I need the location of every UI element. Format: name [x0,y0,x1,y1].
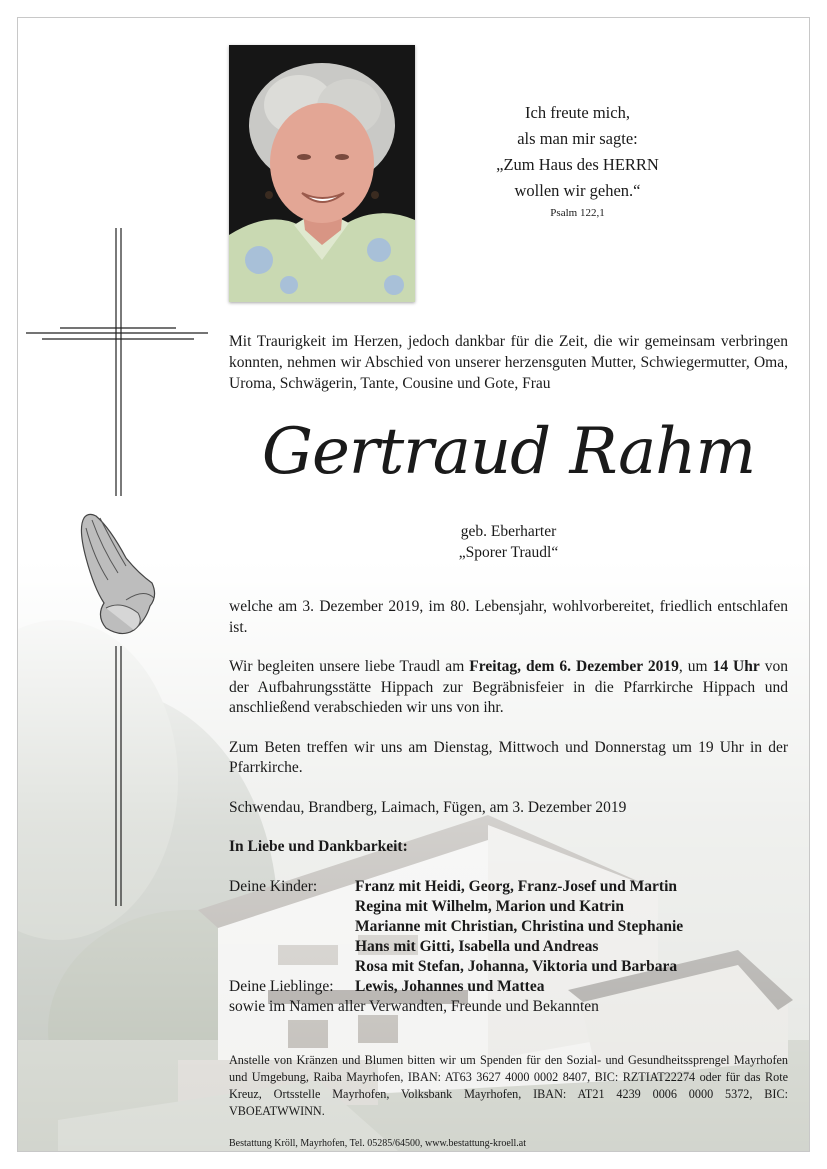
family-row [229,977,683,997]
portrait-photo [229,45,415,302]
notice-body [229,597,788,1017]
undertaker-imprint: Bestattung Kröll, Mayrhofen, Tel. 05285/64500, www.bestattung-kroell.at [229,1138,527,1149]
family-row [229,937,683,957]
intro-text: Mit Traurigkeit im Herzen, jedoch dankbar für die Zeit, die wir gemeinsam verbringen konnten, nehmen wir Abschied von unserer herzensguten Mutter, Schwiegermutter, Oma, Uroma, Schwägerin, Tante, Cousine und Gote, Frau [229,333,788,392]
child-entry: Regina mit Wilhelm, Marion und Katrin [355,897,624,915]
portrait-illustration [229,45,415,302]
funeral-time: 14 Uhr [712,658,760,675]
funeral-text-before: Wir begleiten unsere liebe Traudl am [229,658,470,675]
closing-line: In Liebe und Dankbarkeit: [229,838,408,855]
favorites-entry: Lewis, Johannes und Mattea [355,977,545,995]
children-label: Deine Kinder: [229,877,318,895]
others-entry: sowie im Namen aller Verwandten, Freunde und Bekannten [229,997,599,1015]
funeral-day: Freitag, dem 6. Dezember 2019 [469,658,679,675]
psalm-line: Ich freute mich, [525,103,630,122]
family-row [229,997,683,1017]
psalm-line: wollen wir gehen.“ [514,181,641,200]
child-entry: Hans mit Gitti, Isabella und Andreas [355,937,599,955]
favorites-label: Deine Lieblinge: [229,977,334,995]
funeral-text-middle: , um [678,658,713,675]
family-row [229,917,683,937]
funeral-details [229,657,788,719]
funeral-text-after: von der Aufbahrungsstätte Hippach zur Begräbnisfeier in die Pfarrkirche Hippach und anschließend verabschieden wir uns von ihr. [229,658,788,716]
psalm-line: „Zum Haus des HERRN [496,155,659,174]
family-row [229,877,683,897]
child-entry: Franz mit Heidi, Georg, Franz-Josef und Martin [355,877,678,895]
maiden-name-block [229,521,788,563]
child-entry: Rosa mit Stefan, Johanna, Viktoria und Barbara [355,957,678,975]
nickname: „Sporer Traudl“ [458,544,559,561]
place-date: Schwendau, Brandberg, Laimach, Fügen, am 3. Dezember 2019 [229,798,627,816]
family-list [229,877,683,1017]
prayer-details: Zum Beten treffen wir uns am Dienstag, Mittwoch und Donnerstag um 19 Uhr in der Pfarrkirche. [229,738,788,776]
psalm-quote [470,100,685,222]
psalm-reference: Psalm 122,1 [550,207,605,219]
child-entry: Marianne mit Christian, Christina und Stephanie [355,917,684,935]
deceased-name: Gertraud Rahm [261,415,756,489]
maiden-name: geb. Eberharter [460,523,557,540]
death-notice: welche am 3. Dezember 2019, im 80. Lebensjahr, wohlvorbereitet, friedlich entschlafen ist. [229,598,788,636]
family-row [229,957,683,977]
cross-with-praying-hands [26,228,208,908]
family-row [229,897,683,917]
donation-note: Anstelle von Kränzen und Blumen bitten wir um Spenden für den Sozial- und Gesundheitssprengel Mayrhofen und Umgebung, Raiba Mayrhofen, IBAN: AT63 3627 4000 0002 8407, BIC: RZTIAT22274 oder für das Rote Kreuz, Ortsstelle Mayrhofen, Volksbank Mayrhofen, IBAN: AT21 4239 0006 0000 5372, BIC: VBOEATWWINN. [229,1053,788,1118]
psalm-line: als man mir sagte: [517,129,638,148]
praying-hands-icon [81,514,154,633]
